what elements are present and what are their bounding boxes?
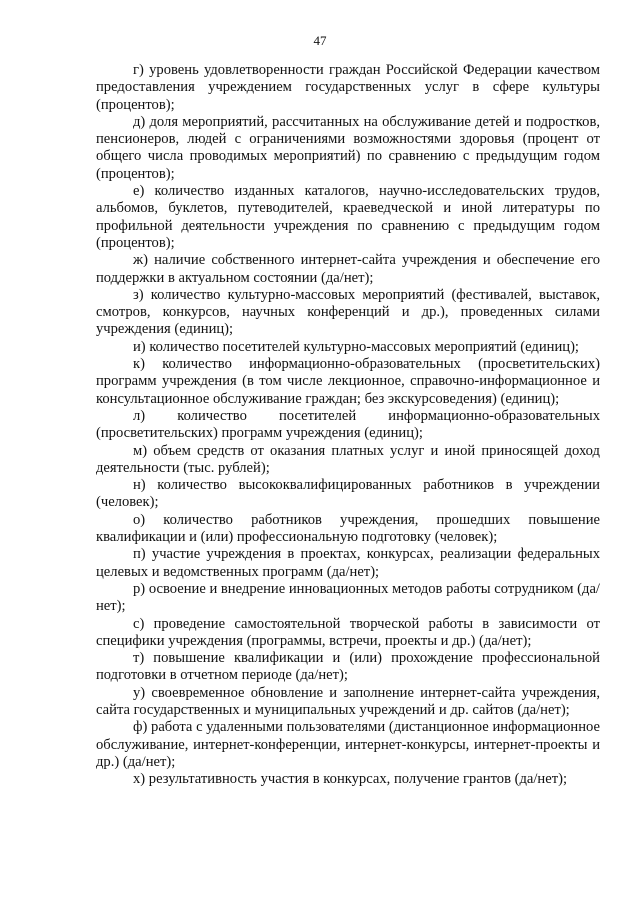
criteria-list [96, 62, 600, 788]
list-item: ф) работа с удаленными пользователями (дистанционное информационное обслуживание, интернет-конференции, интернет-конкурсы, интернет-проекты и др.) (да/нет); [96, 719, 600, 770]
list-item: п) участие учреждения в проектах, конкурсах, реализации федеральных целевых и ведомственных программ (да/нет); [96, 546, 600, 580]
page-number: 47 [313, 33, 327, 48]
list-item: р) освоение и внедрение инновационных методов работы сотрудником (да/нет); [96, 580, 600, 615]
list-item: н) количество высококвалифицированных работников в учреждении (человек); [96, 477, 600, 511]
list-item: м) объем средств от оказания платных услуг и иной приносящей доход деятельности (тыс. рублей); [96, 442, 600, 476]
list-item: з) количество культурно-массовых мероприятий (фестивалей, выставок, смотров, конкурсов, научных конференций и др.), проведенных силами учреждения (единиц); [96, 286, 600, 338]
list-item: д) доля мероприятий, рассчитанных на обслуживание детей и подростков, пенсионеров, людей с ограничениями возможностями здоровья (процент от общего числа проводимых мероприятий) по сравнению с предыдущим годом (процентов); [96, 113, 600, 182]
list-item: и) количество посетителей культурно-массовых мероприятий (единиц); [133, 338, 579, 355]
list-item: т) повышение квалификации и (или) прохождение профессиональной подготовки в отчетном периоде (да/нет); [96, 650, 600, 684]
list-item: л) количество посетителей информационно-образовательных (просветительских) программ учреждения (единиц); [96, 407, 600, 442]
list-item: к) количество информационно-образовательных (просветительских) программ учреждения (в том числе лекционное, справочно-информационное и консультационное обслуживание граждан; без экскурсоведения) (единиц); [96, 356, 600, 407]
list-item: е) количество изданных каталогов, научно-исследовательских трудов, альбомов, буклетов, путеводителей, краеведческой и иной литературы по профильной деятельности учреждения по сравнению с предыдущим годом (процентов); [96, 183, 600, 251]
list-item: у) своевременное обновление и заполнение интернет-сайта учреждения, сайта государственных и муниципальных учреждений и др. сайтов (да/нет); [96, 684, 600, 718]
list-item: ж) наличие собственного интернет-сайта учреждения и обеспечение его поддержки в актуальном состоянии (да/нет); [96, 252, 600, 286]
list-item: с) проведение самостоятельной творческой работы в зависимости от специфики учреждения (программы, встречи, проекты и др.) (да/нет); [96, 615, 600, 649]
list-item: о) количество работников учреждения, прошедших повышение квалификации и (или) профессиональную подготовку (человек); [96, 511, 600, 546]
list-item: х) результативность участия в конкурсах, получение грантов (да/нет); [133, 771, 567, 788]
list-item: г) уровень удовлетворенности граждан Российской Федерации качеством предоставления учреждением государственных услуг в сфере культуры (процентов); [96, 62, 600, 113]
